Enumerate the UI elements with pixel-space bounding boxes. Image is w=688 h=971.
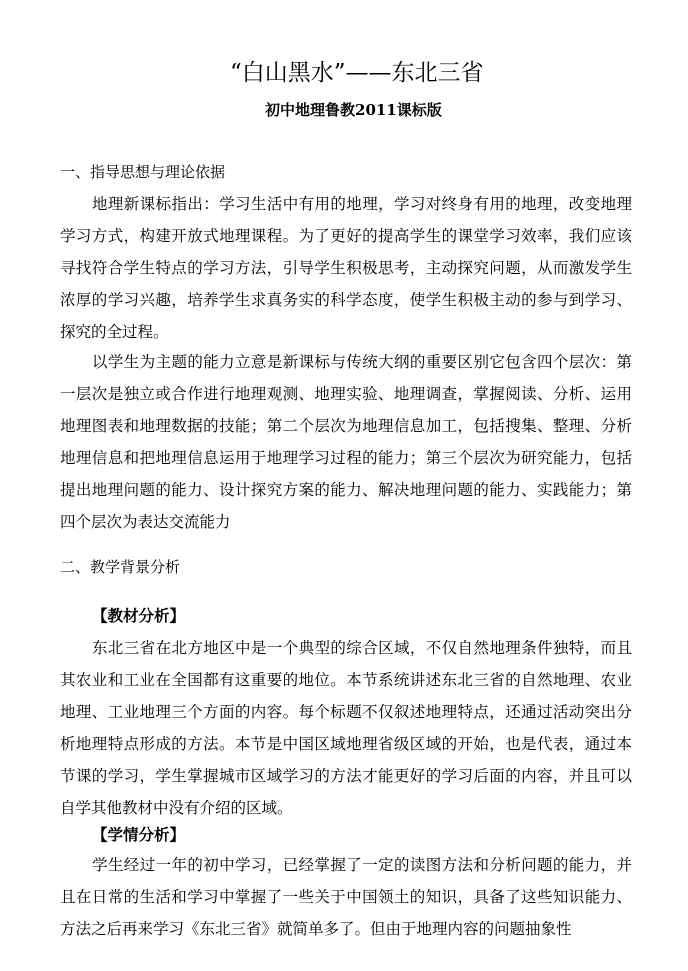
section1-paragraph-1: 地理新课标指出：学习生活中有用的地理，学习对终身有用的地理，改变地理学习方式，构建开放式地理课程。为了更好的提高学生的课堂学习效率，我们应该寻找符合学生特点的学习方法，引导学生积极思考，主动探究问题，从而激发学生浓厚的学习兴趣，培养学生求真务实的科学态度，使学生积极主动的参与到学习、探究的全过程。: [60, 195, 632, 341]
document-title: “白山黑水”——东北三省: [230, 60, 484, 86]
document-subtitle: 初中地理鲁教2011课标版: [265, 101, 442, 119]
section1-heading: 一、指导思想与理论依据: [60, 163, 226, 181]
section1-paragraph-2: 以学生为主题的能力立意是新课标与传统大纲的重要区别它包含四个层次：第一层次是独立或合作进行地理观测、地理实验、地理调查，掌握阅读、分析、运用地理图表和地理数据的技能；第二个层次为地理信息加工，包括搜集、整理、分析地理信息和把地理信息运用于地理学习过程的能力；第三个层次为研究能力，包括提出地理问题的能力、设计探究方案的能力、解决地理问题的能力、实践能力；第四个层次为表达交流能力: [60, 353, 632, 531]
student-analysis-heading: 【学情分析】: [92, 825, 186, 844]
student-analysis-paragraph: 学生经过一年的初中学习，已经掌握了一定的读图方法和分析问题的能力，并且在日常的生活和学习中掌握了一些关于中国领土的知识，具备了这些知识能力、方法之后再来学习《东北三省》就简单多了。但由于地理内容的问题抽象性: [60, 856, 632, 938]
textbook-analysis-paragraph: 东北三省在北方地区中是一个典型的综合区域，不仅自然地理条件独特，而且其农业和工业在全国都有这重要的地位。本节系统讲述东北三省的自然地理、农业地理、工业地理三个方面的内容。每个标题不仅叙述地理特点，还通过活动突出分析地理特点形成的方法。本节是中国区域地理省级区域的开始，也是代表，通过本节课的学习，学生掌握城市区域学习的方法才能更好的学习后面的内容，并且可以自学其他教材中没有介绍的区域。: [60, 639, 632, 817]
section2-heading: 二、教学背景分析: [60, 558, 181, 576]
textbook-analysis-heading: 【教材分析】: [92, 606, 186, 625]
